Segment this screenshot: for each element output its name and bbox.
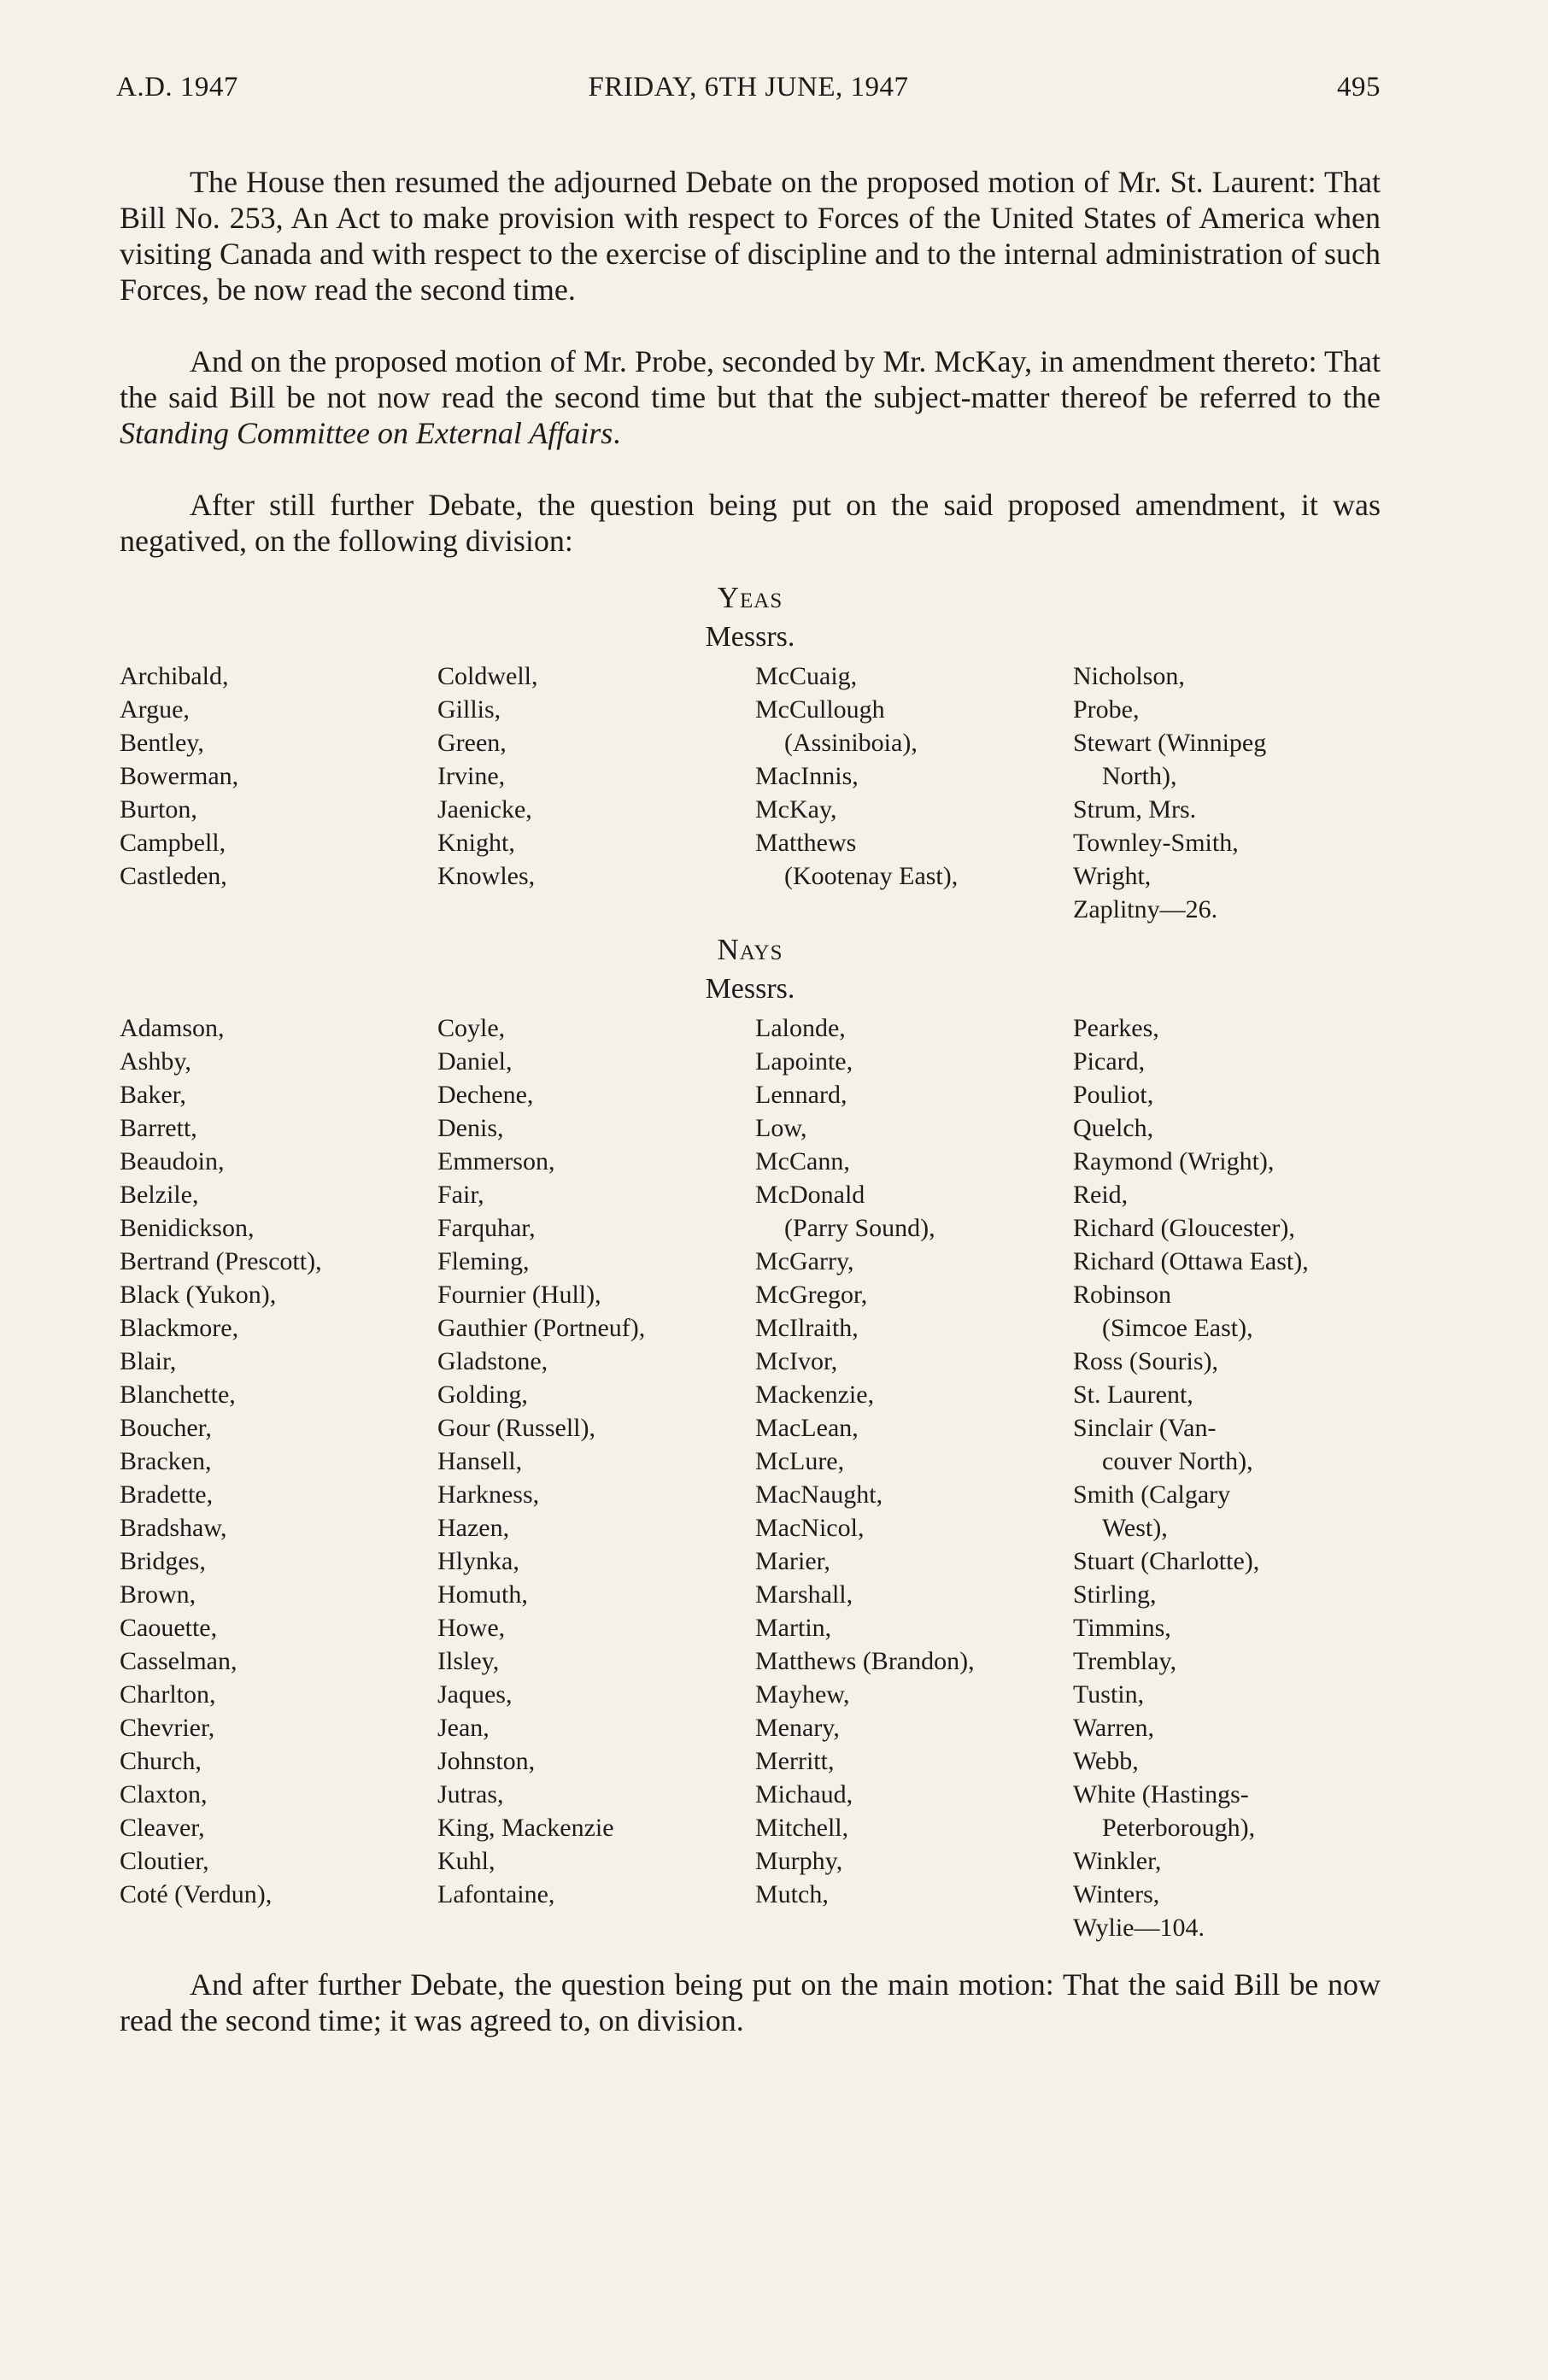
page-number: 495 bbox=[1337, 72, 1381, 103]
nays-list bbox=[120, 1011, 1381, 1944]
nay-name: Howe, bbox=[437, 1614, 506, 1642]
nay-name: Homuth, bbox=[437, 1580, 528, 1609]
nays-total: Wylie—104. bbox=[1073, 1914, 1205, 1942]
yeas-column-3 bbox=[755, 659, 1073, 926]
yea-name: Nicholson, bbox=[1073, 662, 1185, 690]
nay-name: Bertrand (Prescott), bbox=[120, 1247, 322, 1275]
yea-name: Townley-Smith, bbox=[1073, 829, 1239, 857]
yea-name: Knight, bbox=[437, 829, 515, 857]
nay-name: Cloutier, bbox=[120, 1847, 209, 1875]
yea-name: MacInnis, bbox=[755, 762, 859, 790]
nays-column-3 bbox=[755, 1011, 1073, 1944]
nay-name: Boucher, bbox=[120, 1414, 212, 1442]
nay-name: McLure, bbox=[755, 1447, 845, 1475]
nay-name: McDonald bbox=[755, 1181, 865, 1209]
yea-name: Irvine, bbox=[437, 762, 506, 790]
header-date: FRIDAY, 6TH JUNE, 1947 bbox=[588, 72, 909, 103]
nay-name: McCann, bbox=[755, 1147, 850, 1175]
nay-name: Adamson, bbox=[120, 1014, 225, 1042]
page-header bbox=[116, 72, 1381, 114]
yea-name: Archibald, bbox=[120, 662, 229, 690]
yea-name: Campbell, bbox=[120, 829, 226, 857]
yea-name: Castleden, bbox=[120, 862, 227, 890]
nay-name: Stuart (Charlotte), bbox=[1073, 1547, 1260, 1575]
yea-name: Stewart (Winnipeg bbox=[1073, 729, 1267, 757]
nay-name: Lalonde, bbox=[755, 1014, 846, 1042]
nay-name: Marier, bbox=[755, 1547, 830, 1575]
nay-name: Bridges, bbox=[120, 1547, 206, 1575]
nay-name: Pearkes, bbox=[1073, 1014, 1159, 1042]
yea-name: Green, bbox=[437, 729, 507, 757]
nay-name: Picard, bbox=[1073, 1047, 1146, 1076]
nay-name: Denis, bbox=[437, 1114, 504, 1142]
yeas-heading: Yeas bbox=[717, 581, 783, 614]
nay-name: Blair, bbox=[120, 1347, 177, 1375]
nay-name: Harkness, bbox=[437, 1480, 540, 1509]
yea-name: Knowles, bbox=[437, 862, 536, 890]
nay-name: Mackenzie, bbox=[755, 1381, 875, 1409]
nays-messrs: Messrs. bbox=[705, 973, 795, 1005]
nay-name: St. Laurent, bbox=[1073, 1381, 1193, 1409]
nay-name: MacLean, bbox=[755, 1414, 859, 1442]
yeas-list bbox=[120, 659, 1381, 926]
nay-name: Blanchette, bbox=[120, 1381, 236, 1409]
nay-name: Mayhew, bbox=[755, 1680, 850, 1709]
nay-name: Jaques, bbox=[437, 1680, 513, 1709]
nay-name: Pouliot, bbox=[1073, 1081, 1154, 1109]
nay-name: Menary, bbox=[755, 1714, 840, 1742]
nay-name-continued: (Simcoe East), bbox=[1102, 1314, 1253, 1342]
nay-name: Robinson bbox=[1073, 1281, 1172, 1309]
nays-column-1 bbox=[120, 1011, 437, 1944]
yea-name: Wright, bbox=[1073, 862, 1152, 890]
nay-name: Tremblay, bbox=[1073, 1647, 1177, 1675]
yea-name: Gillis, bbox=[437, 695, 501, 724]
nay-name: Hansell, bbox=[437, 1447, 523, 1475]
nay-name: Ashby, bbox=[120, 1047, 191, 1076]
resumed-debate-paragraph: The House then resumed the adjourned Debate on the proposed motion of Mr. St. Laurent: That Bill No. 253, An Act to make provision with respect to Forces of the United States of America when visiting Canada and with respect to the exercise of discipline and to the internal administration of such Forces, be now read the second time. bbox=[120, 165, 1381, 307]
nay-name: Daniel, bbox=[437, 1047, 513, 1076]
nay-name: Casselman, bbox=[120, 1647, 237, 1675]
nay-name: Raymond (Wright), bbox=[1073, 1147, 1275, 1175]
yea-name: Bentley, bbox=[120, 729, 204, 757]
nay-name: Matthews (Brandon), bbox=[755, 1647, 975, 1675]
nay-name: Stirling, bbox=[1073, 1580, 1157, 1609]
yea-name: Burton, bbox=[120, 795, 197, 824]
nays-column-2 bbox=[437, 1011, 755, 1944]
yea-name: McCullough bbox=[755, 695, 885, 724]
nay-name: Charlton, bbox=[120, 1680, 216, 1709]
header-year: A.D. 1947 bbox=[116, 72, 238, 103]
nay-name: Tustin, bbox=[1073, 1680, 1145, 1709]
nay-name: Richard (Gloucester), bbox=[1073, 1214, 1295, 1242]
nay-name: Bradshaw, bbox=[120, 1514, 227, 1542]
nay-name: Chevrier, bbox=[120, 1714, 215, 1742]
nay-name: Timmins, bbox=[1073, 1614, 1171, 1642]
nay-name: MacNicol, bbox=[755, 1514, 865, 1542]
amendment-end: . bbox=[613, 416, 621, 450]
nay-name: Quelch, bbox=[1073, 1114, 1154, 1142]
nay-name: Ross (Souris), bbox=[1073, 1347, 1219, 1375]
nay-name: Winters, bbox=[1073, 1880, 1160, 1908]
nay-name: Webb, bbox=[1073, 1747, 1139, 1775]
page-body bbox=[120, 164, 1381, 2038]
nay-name: McGarry, bbox=[755, 1247, 854, 1275]
nay-name: Michaud, bbox=[755, 1780, 853, 1808]
nay-name: Lapointe, bbox=[755, 1047, 853, 1076]
nay-name: Warren, bbox=[1073, 1714, 1155, 1742]
nay-name: Marshall, bbox=[755, 1580, 853, 1609]
nay-name: Martin, bbox=[755, 1614, 832, 1642]
yea-name: Jaenicke, bbox=[437, 795, 532, 824]
nay-name: Hlynka, bbox=[437, 1547, 519, 1575]
nay-name: Bradette, bbox=[120, 1480, 214, 1509]
nay-name: Coyle, bbox=[437, 1014, 506, 1042]
main-motion-paragraph: And after further Debate, the question being put on the main motion: That the said Bill be now read the second time; it was agreed to, on division. bbox=[120, 1967, 1381, 2037]
nay-name: Gladstone, bbox=[437, 1347, 548, 1375]
yea-name: Bowerman, bbox=[120, 762, 239, 790]
nay-name: Coté (Verdun), bbox=[120, 1880, 273, 1908]
nay-name: Benidickson, bbox=[120, 1214, 255, 1242]
nay-name: Fair, bbox=[437, 1181, 484, 1209]
nay-name: White (Hastings- bbox=[1073, 1780, 1249, 1808]
nay-name: Brown, bbox=[120, 1580, 196, 1609]
nay-name: McIlraith, bbox=[755, 1314, 859, 1342]
nay-name: Beaudoin, bbox=[120, 1147, 225, 1175]
nays-column-4 bbox=[1073, 1011, 1381, 1944]
nay-name: Golding, bbox=[437, 1381, 528, 1409]
nay-name: Low, bbox=[755, 1114, 807, 1142]
nay-name: King, Mackenzie bbox=[437, 1814, 614, 1842]
nay-name: Hazen, bbox=[437, 1514, 510, 1542]
nay-name: Farquhar, bbox=[437, 1214, 536, 1242]
nay-name: Winkler, bbox=[1073, 1847, 1162, 1875]
nays-heading: Nays bbox=[717, 933, 783, 966]
yea-name: McCuaig, bbox=[755, 662, 858, 690]
nay-name: Emmerson, bbox=[437, 1147, 555, 1175]
nay-name: Murphy, bbox=[755, 1847, 843, 1875]
nay-name: Gour (Russell), bbox=[437, 1414, 595, 1442]
division-paragraph: After still further Debate, the question being put on the said proposed amendment, it was negatived, on the following division: bbox=[120, 488, 1381, 558]
nay-name: Jean, bbox=[437, 1714, 490, 1742]
nay-name: Johnston, bbox=[437, 1747, 536, 1775]
nay-name: McGregor, bbox=[755, 1281, 868, 1309]
nay-name-continued: Peterborough), bbox=[1102, 1814, 1256, 1842]
nay-name: Cleaver, bbox=[120, 1814, 205, 1842]
yea-name-continued: (Assiniboia), bbox=[784, 729, 918, 757]
nay-name: Dechene, bbox=[437, 1081, 534, 1109]
yeas-total: Zaplitny—26. bbox=[1073, 895, 1218, 923]
yeas-column-1 bbox=[120, 659, 437, 926]
yea-name-continued: North), bbox=[1102, 762, 1177, 790]
yeas-messrs: Messrs. bbox=[705, 621, 795, 653]
yea-name: Coldwell, bbox=[437, 662, 538, 690]
nay-name: Sinclair (Van- bbox=[1073, 1414, 1217, 1442]
nay-name: Belzile, bbox=[120, 1181, 199, 1209]
yeas-column-2 bbox=[437, 659, 755, 926]
yea-name: Argue, bbox=[120, 695, 190, 724]
nay-name: Merritt, bbox=[755, 1747, 835, 1775]
nay-name: Mitchell, bbox=[755, 1814, 849, 1842]
yea-name: Strum, Mrs. bbox=[1073, 795, 1197, 824]
nay-name: McIvor, bbox=[755, 1347, 838, 1375]
yea-name-continued: (Kootenay East), bbox=[784, 862, 959, 890]
nay-name: Blackmore, bbox=[120, 1314, 239, 1342]
nay-name: Lafontaine, bbox=[437, 1880, 555, 1908]
yea-name: Matthews bbox=[755, 829, 857, 857]
yea-name: Probe, bbox=[1073, 695, 1140, 724]
nay-name-continued: (Parry Sound), bbox=[784, 1214, 935, 1242]
nay-name: Barrett, bbox=[120, 1114, 197, 1142]
nay-name: Baker, bbox=[120, 1081, 186, 1109]
nay-name: Ilsley, bbox=[437, 1647, 500, 1675]
nay-name: Bracken, bbox=[120, 1447, 212, 1475]
nay-name: Church, bbox=[120, 1747, 202, 1775]
nay-name: Claxton, bbox=[120, 1780, 208, 1808]
nay-name: Reid, bbox=[1073, 1181, 1129, 1209]
yeas-column-4 bbox=[1073, 659, 1381, 926]
nay-name: Gauthier (Portneuf), bbox=[437, 1314, 646, 1342]
yea-name: McKay, bbox=[755, 795, 837, 824]
nay-name: Fournier (Hull), bbox=[437, 1281, 601, 1309]
nay-name: Richard (Ottawa East), bbox=[1073, 1247, 1309, 1275]
nay-name-continued: couver North), bbox=[1102, 1447, 1253, 1475]
nay-name: Lennard, bbox=[755, 1081, 847, 1109]
nay-name: Black (Yukon), bbox=[120, 1281, 277, 1309]
nay-name: Mutch, bbox=[755, 1880, 829, 1908]
committee-name: Standing Committee on External Affairs bbox=[120, 416, 613, 450]
nay-name-continued: West), bbox=[1102, 1514, 1168, 1542]
nay-name: MacNaught, bbox=[755, 1480, 883, 1509]
nay-name: Kuhl, bbox=[437, 1847, 495, 1875]
nay-name: Fleming, bbox=[437, 1247, 530, 1275]
amendment-paragraph bbox=[120, 343, 1381, 451]
amendment-text: And on the proposed motion of Mr. Probe, seconded by Mr. McKay, in amendment thereto: That the said Bill be not now read the second time but that the subject-matter thereof be referred to the bbox=[120, 344, 1381, 414]
nay-name: Caouette, bbox=[120, 1614, 218, 1642]
nay-name: Smith (Calgary bbox=[1073, 1480, 1231, 1509]
nay-name: Jutras, bbox=[437, 1780, 504, 1808]
